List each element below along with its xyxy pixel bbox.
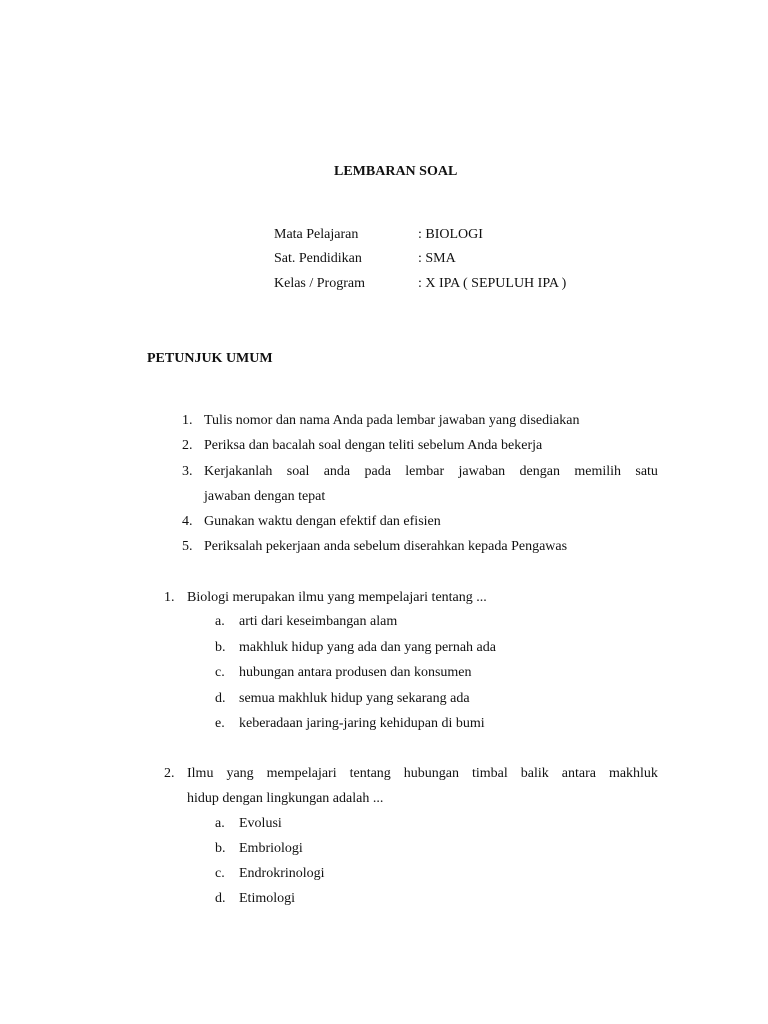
question-text-continued: hidup dengan lingkungan adalah ... — [187, 791, 384, 806]
word: pada — [364, 464, 391, 479]
word: dengan — [519, 464, 560, 479]
info-label-class: Kelas / Program — [274, 276, 365, 291]
question-number: 2. — [164, 766, 175, 781]
option-letter: d. — [215, 691, 226, 706]
instruction-text: Periksalah pekerjaan anda sebelum diserahkan kepada Pengawas — [204, 539, 568, 554]
word: memilih — [574, 464, 622, 479]
info-value-school-level: : SMA — [418, 251, 456, 266]
instruction-text: Tulis nomor dan nama Anda pada lembar jawaban yang disediakan — [204, 413, 580, 428]
option-letter: a. — [215, 614, 225, 629]
instruction-text: Periksa dan bacalah soal dengan teliti sebelum Anda bekerja — [204, 438, 543, 453]
instructions-heading: PETUNJUK UMUM — [147, 351, 273, 366]
option-text: arti dari keseimbangan alam — [239, 614, 398, 629]
word: jawaban — [458, 464, 506, 479]
word: balik — [520, 766, 549, 781]
option-text: Embriologi — [239, 841, 303, 856]
option-letter: c. — [215, 665, 225, 680]
word: makhluk — [608, 766, 658, 781]
word: antara — [561, 766, 596, 781]
word: mempelajari — [266, 766, 337, 781]
word: soal — [286, 464, 310, 479]
instruction-text-justified — [204, 463, 658, 481]
option-letter: b. — [215, 640, 226, 655]
option-letter: c. — [215, 866, 225, 881]
instruction-number: 3. — [182, 464, 193, 479]
option-letter: d. — [215, 891, 226, 906]
info-label-school-level: Sat. Pendidikan — [274, 251, 362, 266]
word: tentang — [349, 766, 391, 781]
instruction-number: 2. — [182, 438, 193, 453]
word: hubungan — [403, 766, 460, 781]
option-text: hubungan antara produsen dan konsumen — [239, 665, 472, 680]
word: lembar — [405, 464, 445, 479]
option-letter: a. — [215, 816, 225, 831]
option-text: makhluk hidup yang ada dan yang pernah ada — [239, 640, 496, 655]
word: Ilmu — [187, 766, 214, 781]
instruction-number: 5. — [182, 539, 193, 554]
word: yang — [226, 766, 254, 781]
option-text: semua makhluk hidup yang sekarang ada — [239, 691, 470, 706]
word: satu — [635, 464, 658, 479]
question-text-justified — [187, 765, 658, 783]
question-number: 1. — [164, 590, 175, 605]
option-text: Evolusi — [239, 816, 282, 831]
info-value-subject: : BIOLOGI — [418, 227, 483, 242]
instruction-text-continued: jawaban dengan tepat — [204, 489, 326, 504]
instruction-text: Gunakan waktu dengan efektif dan efisien — [204, 514, 441, 529]
option-letter: b. — [215, 841, 226, 856]
page-title: LEMBARAN SOAL — [334, 164, 458, 179]
instruction-number: 1. — [182, 413, 193, 428]
option-letter: e. — [215, 716, 225, 731]
option-text: keberadaan jaring-jaring kehidupan di bumi — [239, 716, 485, 731]
question-text: Biologi merupakan ilmu yang mempelajari tentang ... — [187, 590, 487, 605]
word: Kerjakanlah — [204, 464, 273, 479]
word: timbal — [472, 766, 508, 781]
info-label-subject: Mata Pelajaran — [274, 227, 359, 242]
instruction-number: 4. — [182, 514, 193, 529]
info-value-class: : X IPA ( SEPULUH IPA ) — [418, 276, 567, 291]
word: anda — [323, 464, 351, 479]
option-text: Etimologi — [239, 891, 295, 906]
option-text: Endrokrinologi — [239, 866, 325, 881]
